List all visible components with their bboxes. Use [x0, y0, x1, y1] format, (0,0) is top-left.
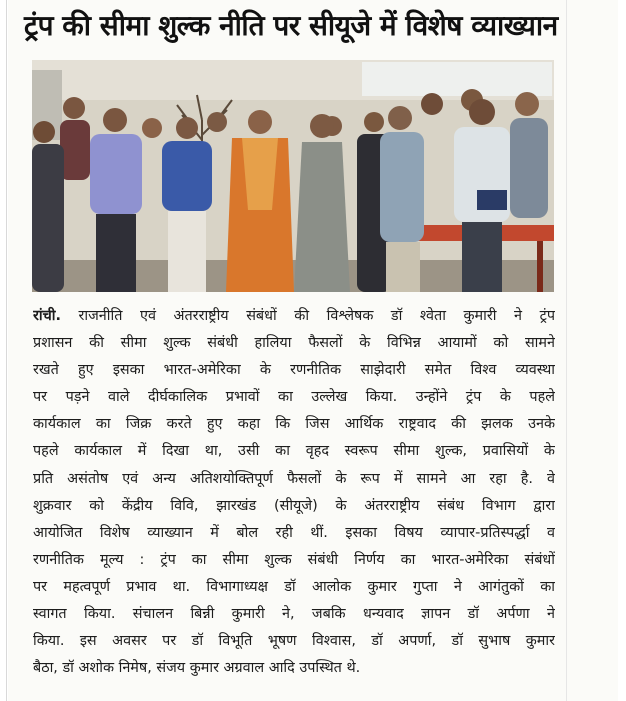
article-line-11: पर महत्वपूर्ण प्रभाव था. विभागाध्यक्ष डॉ आलोक कुमार गुप्ता ने आगंतुकों का — [33, 578, 555, 595]
article-line-9: आयोजित विशेष व्याख्यान में बोल रही थीं. इसका विषय व्यापार-प्रतिस्पर्द्धा व — [33, 524, 555, 541]
article-line-2: प्रशासन की सीमा शुल्क संबंधी हालिया फैसलों के विभिन्न आयामों को सामने — [33, 335, 555, 352]
article-line-13: किया. इस अवसर पर डॉ विभूति भूषण विश्वास, डॉ अपर्णा, डॉ सुभाष कुमार — [33, 633, 555, 650]
clipping-edge — [6, 0, 7, 701]
article-line-12: स्वागत किया. संचालन बिन्नी कुमारी ने, जबकि धन्यवाद ज्ञापन डॉ अर्पणा ने — [33, 606, 555, 623]
article-line-10: रणनीतिक मूल्य : ट्रंप का सीमा शुल्क संबंधी निर्णय का भारत-अमेरिका संबंधों — [33, 551, 555, 568]
article-line-7: प्रति असंतोष एवं अन्य अतिशयोक्तिपूर्ण फैसलों के रूप में सामने आ रहा है. वे — [33, 470, 555, 487]
article-line-text: राजनीति एवं अंतरराष्ट्रीय संबंधों की विश्लेषक डॉ श्वेता कुमारी ने ट्रंप — [60, 308, 555, 324]
article-line-1 — [33, 303, 555, 330]
dateline: रांची. — [33, 308, 61, 324]
article-line-5: कार्यकाल का जिक्र करते हुए कहा कि जिस आर्थिक राष्ट्रवाद की झलक उनके — [33, 416, 555, 433]
article-line-6: पहले कार्यकाल में दिखा था, उसी का वृहद स्वरूप सीमा शुल्क, प्रवासियों के — [33, 443, 555, 460]
article-line-3: रखते हुए इसका भारत-अमेरिका के रणनीतिक साझेदारी समेत विश्व व्यवस्था — [33, 362, 555, 379]
article-line-4: पर पड़ने वाले दीर्घकालिक प्रभावों का उल्लेख किया. उन्होंने ट्रंप के पहले — [33, 389, 555, 406]
column-rule — [566, 0, 567, 701]
article-body — [33, 303, 555, 682]
group-photo — [32, 60, 554, 292]
article-line-8: शुक्रवार को केंद्रीय विवि, झारखंड (सीयूजे) के अंतरराष्ट्रीय संबंध विभाग द्वारा — [33, 497, 555, 514]
article-line-14: बैठा, डॉ अशोक निमेष, संजय कुमार अग्रवाल आदि उपस्थित थे. — [33, 660, 361, 677]
headline: ट्रंप की सीमा शुल्क नीति पर सीयूजे में विशेष व्याख्यान — [24, 9, 558, 42]
